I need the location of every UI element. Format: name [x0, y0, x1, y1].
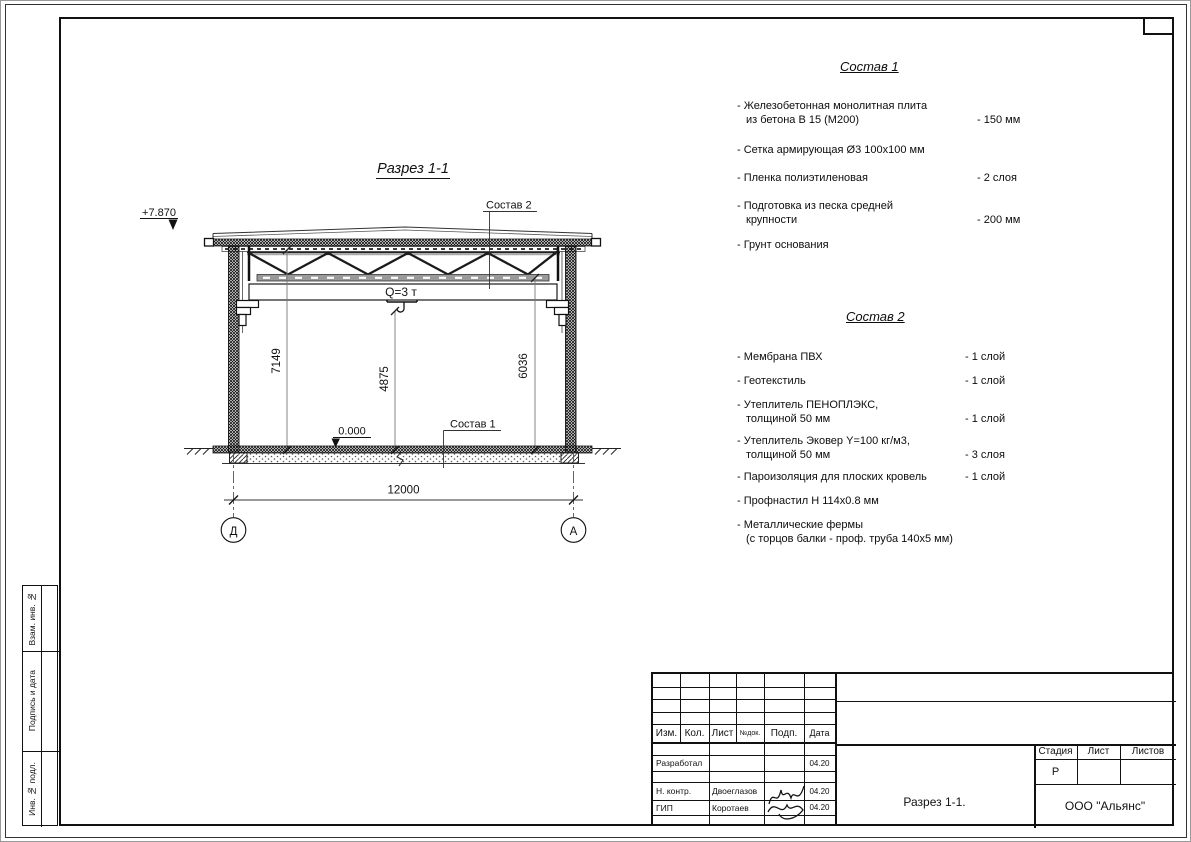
sheets-label: Листов	[1131, 746, 1165, 757]
left-corbel	[237, 301, 259, 326]
crane-beam	[249, 284, 557, 312]
left-column	[229, 246, 240, 452]
axis-left-label: Д	[229, 525, 238, 538]
floor	[184, 446, 621, 466]
right-column	[566, 246, 577, 452]
list-item: - Мембрана ПВХ - 1 слой	[737, 351, 1006, 363]
list-item: - Металлические фермы (с торцов балки - проф. труба 140х5 мм)	[737, 519, 953, 545]
list-item: - Грунт основания	[737, 239, 829, 251]
roof	[205, 227, 601, 252]
dim-span-value: 12000	[387, 484, 420, 497]
crane-hook-icon	[387, 300, 417, 313]
right-corbel	[547, 301, 569, 326]
ground-line-left	[184, 449, 213, 455]
right-foundation	[561, 453, 579, 464]
svg-text:Состав 1: Состав 1	[450, 418, 496, 431]
row-date: 04.20	[809, 803, 830, 812]
doc-name: Разрез 1-1.	[903, 795, 966, 809]
col-izm: Изм.	[655, 727, 678, 739]
ground-line-right	[592, 449, 621, 455]
row-role: ГИП	[656, 802, 673, 813]
level-zero-value: 0.000	[338, 425, 366, 438]
crane-capacity-label: Q=3 т	[385, 285, 417, 299]
left-foundation	[230, 453, 248, 464]
list-item: - Профнастил Н 114х0.8 мм	[737, 495, 879, 507]
elevation-arrow-icon	[169, 220, 178, 231]
list-item: - Пленка полиэтиленовая - 2 слоя	[737, 172, 1018, 184]
composition-list-1	[737, 55, 1049, 265]
strip-cell-podpis: Подпись и дата	[27, 670, 37, 732]
row-name: Коротаев	[712, 802, 749, 813]
col-podp: Подп.	[770, 727, 798, 739]
axis-right-label: А	[569, 525, 578, 538]
list-item: - Геотекстиль - 1 слой	[737, 375, 1006, 387]
row-name: Двоеглазов	[712, 786, 758, 796]
col-data: Дата	[809, 728, 830, 738]
strip-cell-vzam: Взам. инв. №	[27, 591, 37, 646]
level-zero-mark	[332, 426, 372, 448]
company-name: ООО "Альянс"	[1064, 799, 1146, 813]
row-date: 04.20	[809, 758, 830, 768]
roof-insulation-band	[213, 239, 592, 246]
stage-label: Стадия	[1038, 746, 1073, 757]
list-item: - Подготовка из песка средней крупности - 200 мм	[737, 200, 1021, 226]
dim-height-middle: 4875	[379, 366, 391, 392]
list-item: - Утеплитель ПЕНОПЛЭКС, толщиной 50 мм - 1 слой	[737, 399, 1006, 425]
svg-text:Состав 2: Состав 2	[486, 199, 532, 212]
col-list: Лист	[711, 727, 734, 739]
row-role: Н. контр.	[656, 786, 692, 796]
list-item: - Железобетонная монолитная плита из бетона В 15 (М200) - 150 мм	[737, 100, 1021, 126]
row-date: 04.20	[809, 786, 830, 796]
stage-value: Р	[1051, 765, 1060, 778]
col-ndok: №док.	[739, 729, 761, 737]
sheet-label: Лист	[1087, 746, 1110, 757]
list2-title: Состав 2	[846, 309, 905, 324]
dim-height-right: 6036	[518, 353, 530, 379]
roof-right-eave-cap	[592, 239, 601, 247]
elevation-mark	[140, 207, 178, 230]
row-role: Разработал	[656, 758, 703, 768]
list-item: - Утеплитель Эковер Y=100 кг/м3, толщиной 50 мм - 3 слоя	[737, 435, 1006, 461]
signature-icon	[765, 778, 807, 822]
elevation-value: +7.870	[142, 207, 176, 219]
list-item: - Пароизоляция для плоских кровель - 1 слой	[737, 471, 1006, 483]
sand-bed-band	[246, 454, 562, 464]
axis-bubble-left	[221, 518, 246, 543]
list1-title: Состав 1	[840, 59, 899, 74]
title-block	[651, 672, 1174, 826]
list-item: - Сетка армирующая Ø3 100х100 мм	[737, 144, 925, 156]
col-kol: Кол.	[684, 727, 705, 739]
margin-attribute-strip	[22, 585, 58, 826]
strip-cell-inv: Инв. № подл.	[27, 762, 37, 816]
floor-slab-band	[213, 446, 592, 453]
axis-bubble-right	[561, 518, 586, 543]
drawing-title: Разрез 1-1	[377, 161, 449, 177]
roof-left-eave-cap	[205, 239, 214, 247]
dim-height-left: 7149	[271, 348, 283, 374]
composition-list-2	[737, 305, 1049, 550]
